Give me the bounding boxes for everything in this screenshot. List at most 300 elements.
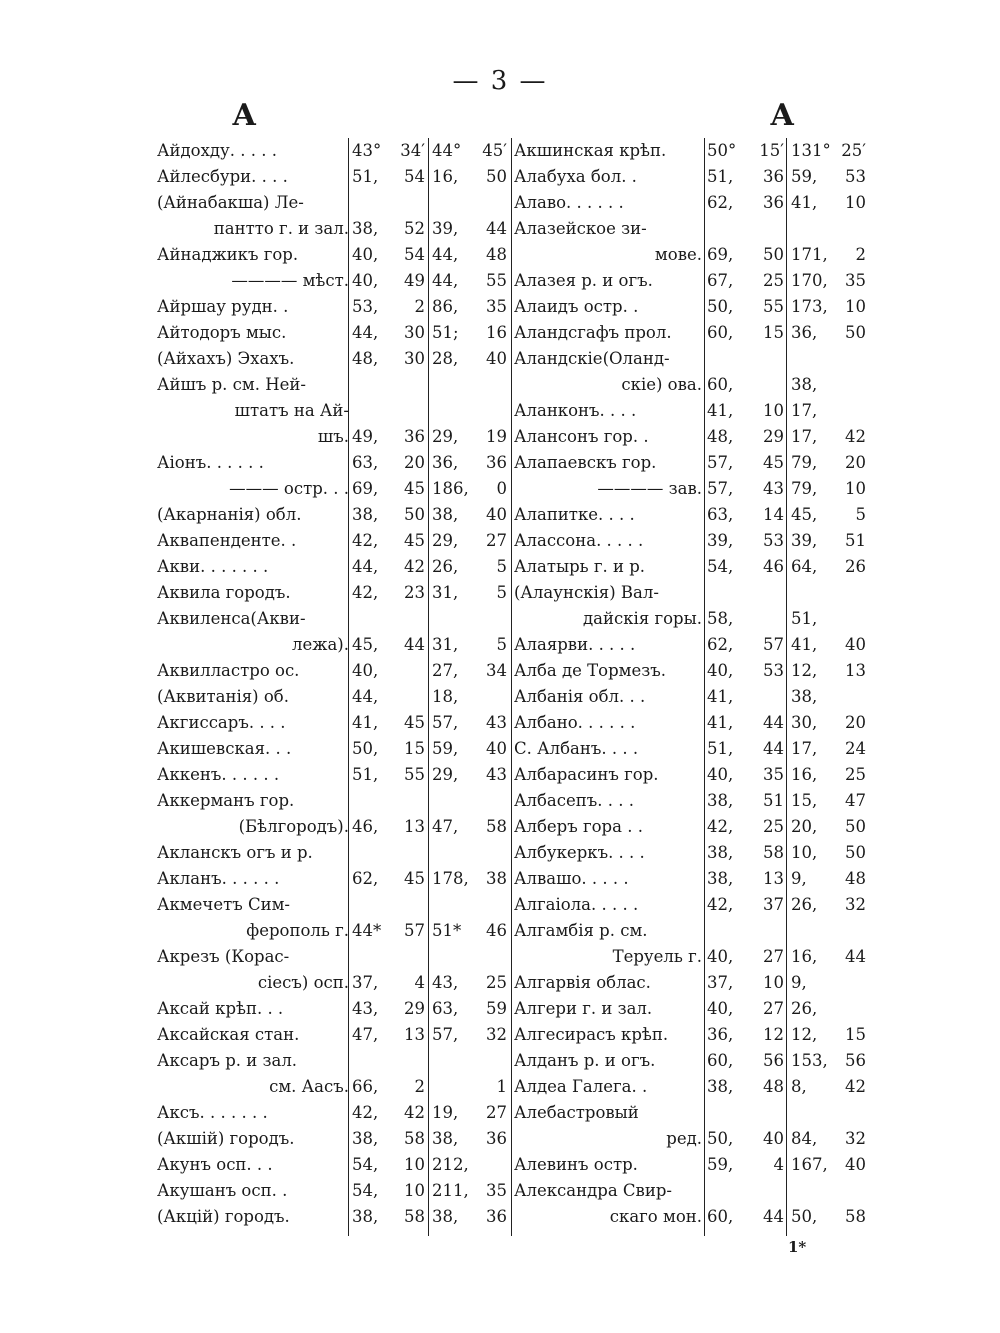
entry-name: Алгамбія р. см. bbox=[514, 921, 648, 940]
longitude-degrees: 38, bbox=[432, 505, 459, 524]
longitude-degrees: 211, bbox=[432, 1181, 469, 1200]
longitude-degrees: 28, bbox=[432, 349, 459, 368]
gazetteer-entry-row bbox=[157, 1178, 507, 1204]
entry-name: Албукеркъ. . . . bbox=[514, 843, 645, 862]
latitude-minutes: 20 bbox=[404, 453, 425, 472]
longitude-minutes: 48 bbox=[845, 869, 866, 888]
latitude-minutes: 13 bbox=[763, 869, 784, 888]
longitude-minutes: 25 bbox=[845, 765, 866, 784]
left-gazetteer-column bbox=[157, 138, 507, 1230]
longitude-degrees: 84, bbox=[791, 1129, 818, 1148]
entry-name: Алаво. . . . . . bbox=[514, 193, 624, 212]
gazetteer-entry-row bbox=[157, 1152, 507, 1178]
entry-name: Алдеа Галега. . bbox=[514, 1077, 648, 1096]
longitude-degrees: 41, bbox=[791, 193, 818, 212]
latitude-minutes: 54 bbox=[404, 167, 425, 186]
longitude-minutes: 40 bbox=[845, 635, 866, 654]
longitude-minutes: 32 bbox=[845, 1129, 866, 1148]
gazetteer-entry-row bbox=[514, 658, 864, 684]
longitude-degrees: 167, bbox=[791, 1155, 828, 1174]
longitude-degrees: 29, bbox=[432, 765, 459, 784]
entry-name: Аландсгафъ прол. bbox=[514, 323, 672, 342]
entry-name: (Акцій) городъ. bbox=[157, 1207, 290, 1226]
entry-name: Айтодоръ мыс. bbox=[157, 323, 287, 342]
latitude-degrees: 43° bbox=[352, 141, 382, 160]
latitude-minutes: 30 bbox=[404, 323, 425, 342]
longitude-degrees: 170, bbox=[791, 271, 828, 290]
longitude-minutes: 47 bbox=[845, 791, 866, 810]
gazetteer-entry-row bbox=[157, 918, 507, 944]
longitude-minutes: 2 bbox=[855, 245, 866, 264]
longitude-degrees: 51, bbox=[791, 609, 818, 628]
latitude-degrees: 63, bbox=[352, 453, 379, 472]
longitude-degrees: 31, bbox=[432, 635, 459, 654]
longitude-degrees: 9, bbox=[791, 869, 807, 888]
latitude-minutes: 36 bbox=[763, 167, 784, 186]
gazetteer-entry-row bbox=[514, 606, 864, 632]
entry-name: пантто г. и зал. bbox=[213, 219, 349, 238]
latitude-degrees: 42, bbox=[352, 1103, 379, 1122]
gazetteer-entry-row bbox=[157, 346, 507, 372]
longitude-degrees: 26, bbox=[432, 557, 459, 576]
entry-name: Аквила городъ. bbox=[157, 583, 291, 602]
latitude-degrees: 38, bbox=[707, 843, 734, 862]
latitude-minutes: 52 bbox=[404, 219, 425, 238]
entry-name: скаго мон. bbox=[609, 1207, 702, 1226]
longitude-minutes: 5 bbox=[855, 505, 866, 524]
longitude-degrees: 29, bbox=[432, 531, 459, 550]
entry-name: Алебастровый bbox=[514, 1103, 639, 1122]
entry-name: Аквилластро ос. bbox=[157, 661, 300, 680]
entry-name: Албасепъ. . . . bbox=[514, 791, 634, 810]
latitude-minutes: 12 bbox=[763, 1025, 784, 1044]
longitude-degrees: 131° bbox=[791, 141, 831, 160]
entry-name: Акланъ. . . . . . bbox=[157, 869, 280, 888]
latitude-minutes: 30 bbox=[404, 349, 425, 368]
latitude-degrees: 42, bbox=[352, 583, 379, 602]
entry-name: Алапитке. . . . bbox=[514, 505, 635, 524]
longitude-minutes: 13 bbox=[845, 661, 866, 680]
latitude-degrees: 47, bbox=[352, 1025, 379, 1044]
longitude-degrees: 50, bbox=[791, 1207, 818, 1226]
latitude-degrees: 53, bbox=[352, 297, 379, 316]
latitude-minutes: 35 bbox=[763, 765, 784, 784]
latitude-minutes: 46 bbox=[763, 557, 784, 576]
latitude-minutes: 56 bbox=[763, 1051, 784, 1070]
gazetteer-entry-row bbox=[157, 216, 507, 242]
longitude-degrees: 59, bbox=[432, 739, 459, 758]
entry-name: Алба де Тормезъ. bbox=[514, 661, 667, 680]
latitude-degrees: 50° bbox=[707, 141, 737, 160]
entry-name: Алансонъ гор. . bbox=[514, 427, 649, 446]
gazetteer-entry-row bbox=[157, 1126, 507, 1152]
right-gazetteer-column bbox=[514, 138, 864, 1230]
latitude-minutes: 51 bbox=[763, 791, 784, 810]
entry-name: Айлесбури. . . . bbox=[157, 167, 288, 186]
longitude-degrees: 17, bbox=[791, 427, 818, 446]
latitude-degrees: 41, bbox=[707, 713, 734, 732]
longitude-minutes: 55 bbox=[486, 271, 507, 290]
gazetteer-entry-row bbox=[157, 658, 507, 684]
latitude-degrees: 41, bbox=[352, 713, 379, 732]
gazetteer-entry-row bbox=[514, 840, 864, 866]
gazetteer-entry-row bbox=[157, 476, 507, 502]
latitude-minutes: 45 bbox=[763, 453, 784, 472]
gazetteer-entry-row bbox=[157, 398, 507, 424]
entry-name: см. Аасъ. bbox=[269, 1077, 349, 1096]
gazetteer-entry-row bbox=[157, 944, 507, 970]
latitude-minutes: 58 bbox=[763, 843, 784, 862]
latitude-degrees: 50, bbox=[352, 739, 379, 758]
signature-mark: 1* bbox=[788, 1238, 807, 1256]
entry-name: Акмечетъ Сим- bbox=[157, 895, 290, 914]
entry-name: Акрезъ (Корас- bbox=[157, 947, 290, 966]
entry-name: Алгарвія облас. bbox=[514, 973, 651, 992]
latitude-degrees: 40, bbox=[707, 947, 734, 966]
latitude-degrees: 58, bbox=[707, 609, 734, 628]
latitude-degrees: 46, bbox=[352, 817, 379, 836]
entry-name: Акви. . . . . . . bbox=[157, 557, 269, 576]
longitude-degrees: 86, bbox=[432, 297, 459, 316]
latitude-degrees: 49, bbox=[352, 427, 379, 446]
longitude-degrees: 57, bbox=[432, 713, 459, 732]
entry-name: Алгаіола. . . . . bbox=[514, 895, 639, 914]
longitude-minutes: 20 bbox=[845, 453, 866, 472]
entry-name: Айнаджикъ гор. bbox=[157, 245, 299, 264]
gazetteer-entry-row bbox=[157, 1074, 507, 1100]
latitude-minutes: 15′ bbox=[759, 141, 784, 160]
entry-name: Алаярви. . . . . bbox=[514, 635, 636, 654]
entry-name: (Айхахъ) Эхахъ. bbox=[157, 349, 295, 368]
latitude-degrees: 54, bbox=[707, 557, 734, 576]
gazetteer-entry-row bbox=[514, 138, 864, 164]
entry-name: Акунъ осп. . . bbox=[157, 1155, 273, 1174]
longitude-degrees: 15, bbox=[791, 791, 818, 810]
longitude-degrees: 19, bbox=[432, 1103, 459, 1122]
entry-name: шъ. bbox=[317, 427, 349, 446]
latitude-minutes: 4 bbox=[414, 973, 425, 992]
entry-name: (Алаунскія) Вал- bbox=[514, 583, 659, 602]
gazetteer-entry-row bbox=[157, 450, 507, 476]
longitude-minutes: 43 bbox=[486, 765, 507, 784]
longitude-minutes: 48 bbox=[486, 245, 507, 264]
longitude-degrees: 17, bbox=[791, 739, 818, 758]
latitude-minutes: 23 bbox=[404, 583, 425, 602]
gazetteer-entry-row bbox=[514, 996, 864, 1022]
left-column-letter-header: А bbox=[232, 98, 257, 133]
longitude-minutes: 24 bbox=[845, 739, 866, 758]
right-column-letter-header: А bbox=[770, 98, 795, 133]
latitude-minutes: 4 bbox=[773, 1155, 784, 1174]
latitude-degrees: 69, bbox=[707, 245, 734, 264]
latitude-minutes: 58 bbox=[404, 1129, 425, 1148]
gazetteer-entry-row bbox=[514, 866, 864, 892]
longitude-degrees: 30, bbox=[791, 713, 818, 732]
gazetteer-entry-row bbox=[157, 1204, 507, 1230]
longitude-degrees: 45, bbox=[791, 505, 818, 524]
longitude-minutes: 59 bbox=[486, 999, 507, 1018]
longitude-degrees: 59, bbox=[791, 167, 818, 186]
longitude-degrees: 29, bbox=[432, 427, 459, 446]
longitude-minutes: 43 bbox=[486, 713, 507, 732]
gazetteer-entry-row bbox=[157, 294, 507, 320]
longitude-minutes: 15 bbox=[845, 1025, 866, 1044]
entry-name: мове. bbox=[654, 245, 702, 264]
longitude-minutes: 35 bbox=[845, 271, 866, 290]
gazetteer-entry-row bbox=[157, 710, 507, 736]
latitude-minutes: 44 bbox=[404, 635, 425, 654]
gazetteer-entry-row bbox=[157, 164, 507, 190]
latitude-minutes: 2 bbox=[414, 1077, 425, 1096]
entry-name: Албарасинъ гор. bbox=[514, 765, 659, 784]
longitude-minutes: 0 bbox=[496, 479, 507, 498]
latitude-minutes: 42 bbox=[404, 1103, 425, 1122]
longitude-degrees: 79, bbox=[791, 479, 818, 498]
longitude-minutes: 16 bbox=[486, 323, 507, 342]
gazetteer-entry-row bbox=[157, 1100, 507, 1126]
latitude-degrees: 51, bbox=[352, 765, 379, 784]
entry-name: Теруель г. bbox=[612, 947, 702, 966]
longitude-minutes: 40 bbox=[486, 505, 507, 524]
latitude-degrees: 51, bbox=[352, 167, 379, 186]
longitude-minutes: 5 bbox=[496, 557, 507, 576]
longitude-minutes: 46 bbox=[486, 921, 507, 940]
latitude-degrees: 40, bbox=[352, 271, 379, 290]
gazetteer-entry-row bbox=[157, 320, 507, 346]
longitude-degrees: 16, bbox=[791, 947, 818, 966]
gazetteer-entry-row bbox=[514, 944, 864, 970]
latitude-degrees: 38, bbox=[707, 1077, 734, 1096]
latitude-minutes: 57 bbox=[404, 921, 425, 940]
longitude-minutes: 36 bbox=[486, 1129, 507, 1148]
entry-name: Албано. . . . . . bbox=[514, 713, 636, 732]
longitude-degrees: 16, bbox=[791, 765, 818, 784]
entry-name: ——— остр. . . bbox=[229, 479, 349, 498]
gazetteer-entry-row bbox=[157, 762, 507, 788]
gazetteer-entry-row bbox=[514, 710, 864, 736]
entry-name: Акгиссаръ. . . . bbox=[157, 713, 286, 732]
entry-name: Алаидъ остр. . bbox=[514, 297, 639, 316]
longitude-minutes: 1 bbox=[496, 1077, 507, 1096]
longitude-degrees: 39, bbox=[791, 531, 818, 550]
latitude-minutes: 43 bbox=[763, 479, 784, 498]
latitude-degrees: 69, bbox=[352, 479, 379, 498]
gazetteer-entry-row bbox=[157, 866, 507, 892]
gazetteer-entry-row bbox=[514, 684, 864, 710]
latitude-minutes: 45 bbox=[404, 713, 425, 732]
gazetteer-entry-row bbox=[514, 1126, 864, 1152]
longitude-minutes: 10 bbox=[845, 479, 866, 498]
gazetteer-entry-row bbox=[514, 554, 864, 580]
entry-name: Аксай крѣп. . . bbox=[157, 999, 284, 1018]
gazetteer-entry-row bbox=[514, 788, 864, 814]
longitude-degrees: 153, bbox=[791, 1051, 828, 1070]
gazetteer-entry-row bbox=[514, 294, 864, 320]
longitude-minutes: 45′ bbox=[482, 141, 507, 160]
latitude-minutes: 55 bbox=[763, 297, 784, 316]
latitude-degrees: 51, bbox=[707, 167, 734, 186]
longitude-minutes: 26 bbox=[845, 557, 866, 576]
entry-name: Аккерманъ гор. bbox=[157, 791, 295, 810]
latitude-minutes: 25 bbox=[763, 817, 784, 836]
gazetteer-entry-row bbox=[157, 892, 507, 918]
latitude-minutes: 29 bbox=[404, 999, 425, 1018]
entry-name: ферополь г. bbox=[246, 921, 349, 940]
longitude-minutes: 42 bbox=[845, 1077, 866, 1096]
longitude-degrees: 31, bbox=[432, 583, 459, 602]
gazetteer-entry-row bbox=[157, 190, 507, 216]
entry-name: ———— мѣст. bbox=[231, 271, 349, 290]
gazetteer-entry-row bbox=[157, 996, 507, 1022]
entry-name: лежа). bbox=[292, 635, 349, 654]
latitude-degrees: 44, bbox=[352, 687, 379, 706]
longitude-minutes: 32 bbox=[486, 1025, 507, 1044]
latitude-minutes: 13 bbox=[404, 817, 425, 836]
longitude-minutes: 32 bbox=[845, 895, 866, 914]
latitude-minutes: 58 bbox=[404, 1207, 425, 1226]
latitude-minutes: 27 bbox=[763, 947, 784, 966]
longitude-degrees: 44, bbox=[432, 245, 459, 264]
longitude-minutes: 19 bbox=[486, 427, 507, 446]
latitude-degrees: 39, bbox=[707, 531, 734, 550]
latitude-degrees: 45, bbox=[352, 635, 379, 654]
gazetteer-entry-row bbox=[514, 320, 864, 346]
gazetteer-entry-row bbox=[514, 190, 864, 216]
latitude-degrees: 62, bbox=[707, 635, 734, 654]
gazetteer-entry-row bbox=[157, 502, 507, 528]
entry-name: Алассона. . . . . bbox=[514, 531, 644, 550]
longitude-minutes: 10 bbox=[845, 297, 866, 316]
longitude-minutes: 25 bbox=[486, 973, 507, 992]
latitude-degrees: 62, bbox=[352, 869, 379, 888]
latitude-minutes: 25 bbox=[763, 271, 784, 290]
gazetteer-entry-row bbox=[514, 762, 864, 788]
latitude-degrees: 63, bbox=[707, 505, 734, 524]
latitude-minutes: 2 bbox=[414, 297, 425, 316]
longitude-degrees: 12, bbox=[791, 1025, 818, 1044]
longitude-minutes: 36 bbox=[486, 1207, 507, 1226]
longitude-minutes: 5 bbox=[496, 635, 507, 654]
longitude-degrees: 64, bbox=[791, 557, 818, 576]
longitude-minutes: 35 bbox=[486, 1181, 507, 1200]
longitude-minutes: 36 bbox=[486, 453, 507, 472]
longitude-minutes: 10 bbox=[845, 193, 866, 212]
entry-name: Аквиленса(Акви- bbox=[157, 609, 306, 628]
latitude-minutes: 36 bbox=[763, 193, 784, 212]
gazetteer-entry-row bbox=[157, 814, 507, 840]
entry-name: (Айнабакша) Ле- bbox=[157, 193, 304, 212]
entry-name: ———— зав. bbox=[597, 479, 702, 498]
longitude-minutes: 38 bbox=[486, 869, 507, 888]
longitude-degrees: 38, bbox=[791, 375, 818, 394]
latitude-minutes: 15 bbox=[404, 739, 425, 758]
longitude-degrees: 38, bbox=[432, 1207, 459, 1226]
gazetteer-entry-row bbox=[514, 970, 864, 996]
entry-name: Алапаевскъ гор. bbox=[514, 453, 657, 472]
latitude-degrees: 40, bbox=[707, 999, 734, 1018]
longitude-degrees: 9, bbox=[791, 973, 807, 992]
latitude-degrees: 59, bbox=[707, 1155, 734, 1174]
latitude-minutes: 53 bbox=[763, 531, 784, 550]
longitude-degrees: 44, bbox=[432, 271, 459, 290]
latitude-degrees: 60, bbox=[707, 323, 734, 342]
latitude-minutes: 50 bbox=[404, 505, 425, 524]
entry-name: Акушанъ осп. . bbox=[157, 1181, 288, 1200]
gazetteer-entry-row bbox=[157, 554, 507, 580]
entry-name: С. Албанъ. . . . bbox=[514, 739, 639, 758]
longitude-degrees: 79, bbox=[791, 453, 818, 472]
latitude-minutes: 29 bbox=[763, 427, 784, 446]
gazetteer-entry-row bbox=[514, 372, 864, 398]
latitude-minutes: 53 bbox=[763, 661, 784, 680]
longitude-minutes: 50 bbox=[845, 817, 866, 836]
latitude-degrees: 60, bbox=[707, 375, 734, 394]
latitude-degrees: 40, bbox=[707, 765, 734, 784]
gazetteer-entry-row bbox=[157, 424, 507, 450]
latitude-degrees: 54, bbox=[352, 1181, 379, 1200]
entry-name: Албанія обл. . . bbox=[514, 687, 646, 706]
entry-name: Алберъ гора . . bbox=[514, 817, 643, 836]
entry-name: (Аквитанія) об. bbox=[157, 687, 289, 706]
latitude-degrees: 43, bbox=[352, 999, 379, 1018]
latitude-minutes: 44 bbox=[763, 1207, 784, 1226]
longitude-minutes: 35 bbox=[486, 297, 507, 316]
latitude-degrees: 38, bbox=[707, 791, 734, 810]
latitude-degrees: 44* bbox=[352, 921, 382, 940]
latitude-minutes: 48 bbox=[763, 1077, 784, 1096]
latitude-degrees: 38, bbox=[707, 869, 734, 888]
gazetteer-entry-row bbox=[514, 346, 864, 372]
latitude-degrees: 44, bbox=[352, 557, 379, 576]
longitude-degrees: 26, bbox=[791, 999, 818, 1018]
gazetteer-entry-row bbox=[514, 580, 864, 606]
entry-name: Аланконъ. . . . bbox=[514, 401, 637, 420]
gazetteer-entry-row bbox=[157, 372, 507, 398]
latitude-minutes: 14 bbox=[763, 505, 784, 524]
latitude-degrees: 38, bbox=[352, 219, 379, 238]
latitude-degrees: 54, bbox=[352, 1155, 379, 1174]
gazetteer-entry-row bbox=[514, 736, 864, 762]
entry-name: Алабуха бол. . bbox=[514, 167, 637, 186]
longitude-minutes: 5 bbox=[496, 583, 507, 602]
gazetteer-entry-row bbox=[157, 528, 507, 554]
longitude-degrees: 38, bbox=[791, 687, 818, 706]
gazetteer-entry-row bbox=[157, 580, 507, 606]
gazetteer-entry-row bbox=[514, 242, 864, 268]
entry-name: Алгери г. и зал. bbox=[514, 999, 653, 1018]
latitude-minutes: 45 bbox=[404, 479, 425, 498]
longitude-degrees: 186, bbox=[432, 479, 469, 498]
gazetteer-entry-row bbox=[514, 476, 864, 502]
longitude-minutes: 50 bbox=[486, 167, 507, 186]
gazetteer-entry-row bbox=[514, 918, 864, 944]
entry-name: Акишевская. . . bbox=[157, 739, 292, 758]
latitude-degrees: 60, bbox=[707, 1207, 734, 1226]
latitude-minutes: 54 bbox=[404, 245, 425, 264]
latitude-minutes: 10 bbox=[763, 973, 784, 992]
longitude-minutes: 40 bbox=[486, 739, 507, 758]
latitude-minutes: 57 bbox=[763, 635, 784, 654]
gazetteer-entry-row bbox=[514, 1022, 864, 1048]
longitude-degrees: 17, bbox=[791, 401, 818, 420]
latitude-minutes: 10 bbox=[404, 1181, 425, 1200]
longitude-minutes: 50 bbox=[845, 323, 866, 342]
latitude-minutes: 44 bbox=[763, 713, 784, 732]
gazetteer-entry-row bbox=[157, 1022, 507, 1048]
longitude-degrees: 57, bbox=[432, 1025, 459, 1044]
latitude-minutes: 37 bbox=[763, 895, 784, 914]
entry-name: ред. bbox=[666, 1129, 702, 1148]
